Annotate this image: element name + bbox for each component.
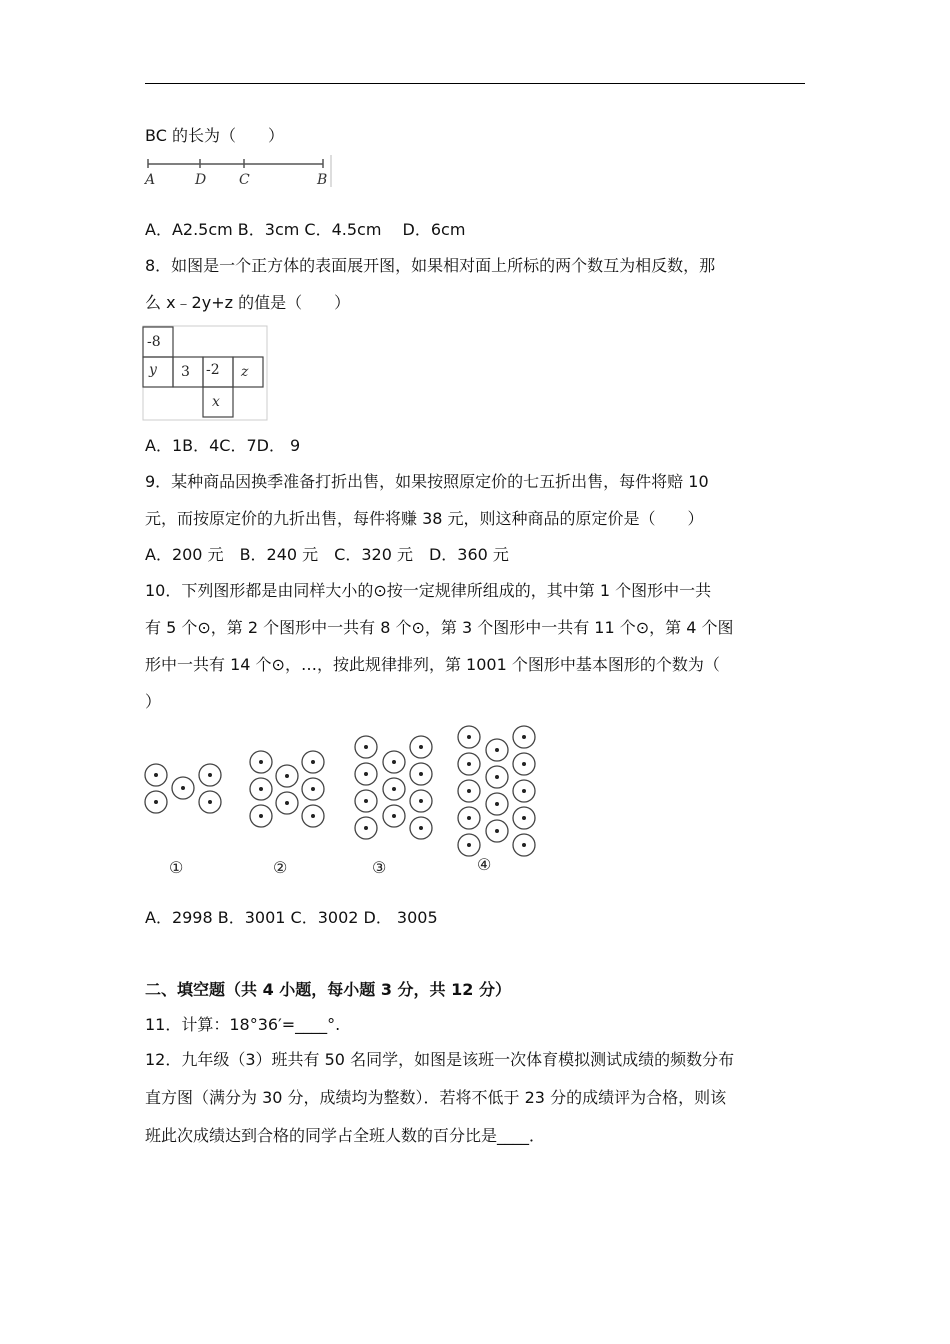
pattern-dot xyxy=(311,814,315,818)
pattern-dot xyxy=(522,843,526,847)
q9-line2: 元，而按原定价的九折出售，每件将赚 38 元，则这种商品的原定价是（ ） xyxy=(145,509,704,528)
pattern-dot xyxy=(392,814,396,818)
q10-line4: ） xyxy=(145,692,162,711)
pattern-dot xyxy=(311,760,315,764)
q10-line1: 10．下列图形都是由同样大小的⊙按一定规律所组成的，其中第 1 个图形中一共 xyxy=(145,581,712,600)
pattern-dot xyxy=(285,774,289,778)
pattern-dot xyxy=(419,826,423,830)
q10-pattern-figure xyxy=(143,720,543,880)
pattern-dot xyxy=(522,735,526,739)
cell-x: x xyxy=(212,394,220,410)
q9-line1: 9．某种商品因换季准备打折出售，如果按照原定价的七五折出售，每件将赔 10 xyxy=(145,472,709,491)
cell-top: -8 xyxy=(147,334,161,350)
q10-options: A．2998 B．3001 C．3002 D． 3005 xyxy=(145,908,438,927)
pattern-dot xyxy=(392,760,396,764)
figure-label-2: ② xyxy=(273,858,288,877)
cell-z: z xyxy=(241,364,249,380)
pattern-dot xyxy=(495,829,499,833)
pattern-dot xyxy=(154,773,158,777)
q10-line2: 有 5 个⊙，第 2 个图形中一共有 8 个⊙，第 3 个图形中一共有 11 个⊙，第 4 个图 xyxy=(145,618,734,637)
pattern-dot xyxy=(467,762,471,766)
pattern-dot xyxy=(522,816,526,820)
figure-label-3: ③ xyxy=(372,858,387,877)
q12-line3: 班此次成绩达到合格的同学占全班人数的百分比是____． xyxy=(145,1126,546,1145)
pattern-dot xyxy=(495,775,499,779)
pattern-dot xyxy=(522,789,526,793)
pattern-dot xyxy=(259,760,263,764)
q12-line2: 直方图（满分为 30 分，成绩均为整数）．若将不低于 23 分的成绩评为合格，则该 xyxy=(145,1088,727,1107)
pattern-dot xyxy=(208,800,212,804)
point-label-a: A xyxy=(145,172,156,188)
cell-neg2: -2 xyxy=(206,362,220,378)
q10-line3: 形中一共有 14 个⊙，…，按此规律排列，第 1001 个图形中基本图形的个数为（ xyxy=(145,655,720,674)
q8-line1: 8．如图是一个正方体的表面展开图，如果相对面上所标的两个数互为相反数，那 xyxy=(145,256,716,275)
figure-label-4: ④ xyxy=(477,855,492,874)
pattern-dot xyxy=(467,789,471,793)
pattern-dot xyxy=(259,787,263,791)
q11-text: 11．计算：18°36′=____°. xyxy=(145,1015,341,1034)
section2-title: 二、填空题（共 4 小题，每小题 3 分，共 12 分） xyxy=(145,980,511,999)
pattern-dot xyxy=(467,843,471,847)
pattern-dot xyxy=(419,772,423,776)
point-label-b: B xyxy=(317,172,328,188)
pattern-dot xyxy=(467,816,471,820)
figure-label-1: ① xyxy=(169,858,184,877)
pattern-dot xyxy=(364,799,368,803)
pattern-dot xyxy=(285,801,289,805)
pattern-dot xyxy=(364,772,368,776)
q8-cube-net-figure xyxy=(143,326,269,422)
pattern-dot xyxy=(364,826,368,830)
header-rule xyxy=(145,83,805,84)
pattern-dot xyxy=(311,787,315,791)
pattern-dot xyxy=(495,748,499,752)
pattern-dot xyxy=(154,800,158,804)
pattern-dot xyxy=(259,814,263,818)
q8-line2: 么 x﹣2y+z 的值是（ ） xyxy=(145,293,351,312)
point-label-d: D xyxy=(195,172,207,188)
pattern-dot xyxy=(419,745,423,749)
pattern-dot xyxy=(467,735,471,739)
q7-stem-tail: BC 的长为（ ） xyxy=(145,126,284,145)
pattern-dot xyxy=(364,745,368,749)
pattern-dot xyxy=(392,787,396,791)
pattern-dot xyxy=(419,799,423,803)
pattern-dot xyxy=(181,786,185,790)
point-label-c: C xyxy=(239,172,250,188)
q12-line1: 12．九年级（3）班共有 50 名同学，如图是该班一次体育模拟测试成绩的频数分布 xyxy=(145,1050,735,1069)
pattern-dot xyxy=(208,773,212,777)
q9-options: A．200 元 B．240 元 C．320 元 D．360 元 xyxy=(145,545,509,564)
q7-options: A．A2.5cm B．3cm C．4.5cm D．6cm xyxy=(145,220,466,239)
pattern-dot xyxy=(522,762,526,766)
q8-options: A．1B．4C．7D． 9 xyxy=(145,436,301,455)
pattern-dot xyxy=(495,802,499,806)
cell-three: 3 xyxy=(181,364,190,380)
cell-y: y xyxy=(149,362,157,378)
q7-segment-figure xyxy=(143,155,333,189)
